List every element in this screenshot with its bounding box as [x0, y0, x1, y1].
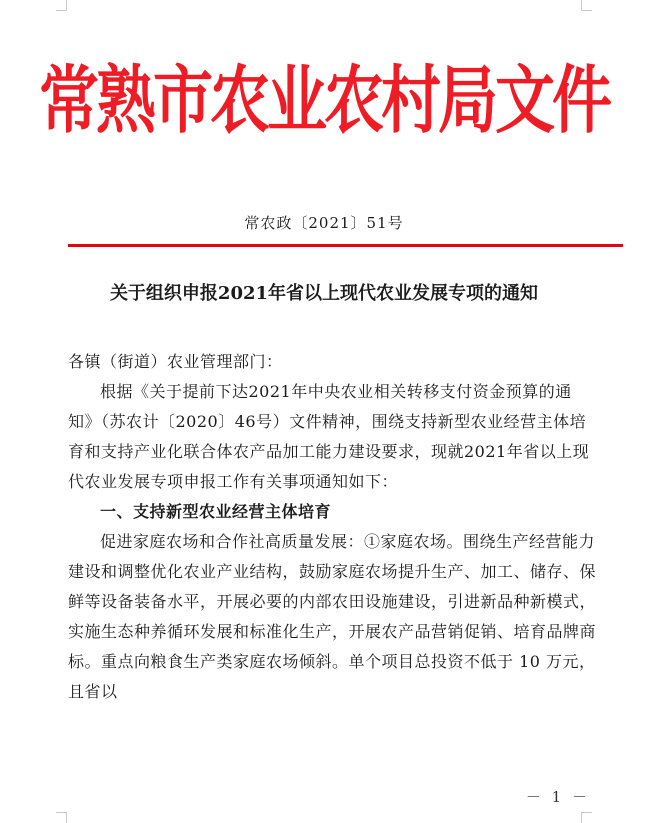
- page-number: － 1 －: [525, 788, 590, 806]
- crop-mark-bottom-left: [56, 812, 67, 823]
- salutation: 各镇（街道）农业管理部门：: [68, 352, 283, 371]
- document-title: 关于组织申报2021年省以上现代农业发展专项的通知: [109, 283, 539, 304]
- paragraph-family-farm: 促进家庭农场和合作社高质量发展：①家庭农场。围绕生产经营能力建设和调整优化农业产业结构，鼓励家庭农场提升生产、加工、储存、保鲜等设备装备水平，开展必要的内部农田设施建设，引进新品种新模式，实施生态种养循环发展和标准化生产，开展农产品营销促销、培育品牌商标。重点向粮食生产类家庭农场倾斜。单个项目总投资不低于 10 万元，且省以: [68, 532, 597, 701]
- red-divider-line: [68, 244, 623, 247]
- crop-mark-top-right: [581, 0, 592, 11]
- paragraph-intro: 根据《关于提前下达2021年中央农业相关转移支付资金预算的通知》（苏农计〔2020〕46号）文件精神，围绕支持新型农业经营主体培育和支持产业化联合体农产品加工能力建设要求，现就2021年省以上现代农业发展专项申报工作有关事项通知如下：: [68, 382, 590, 491]
- document-body: [68, 347, 596, 707]
- document-number: 常农政〔2021〕51号: [244, 214, 404, 232]
- document-masthead: 常熟市农业农村局文件: [39, 58, 609, 144]
- section-heading: 一、支持新型农业经营主体培育: [100, 502, 332, 521]
- crop-mark-top-left: [56, 0, 67, 11]
- crop-mark-bottom-right: [581, 812, 592, 823]
